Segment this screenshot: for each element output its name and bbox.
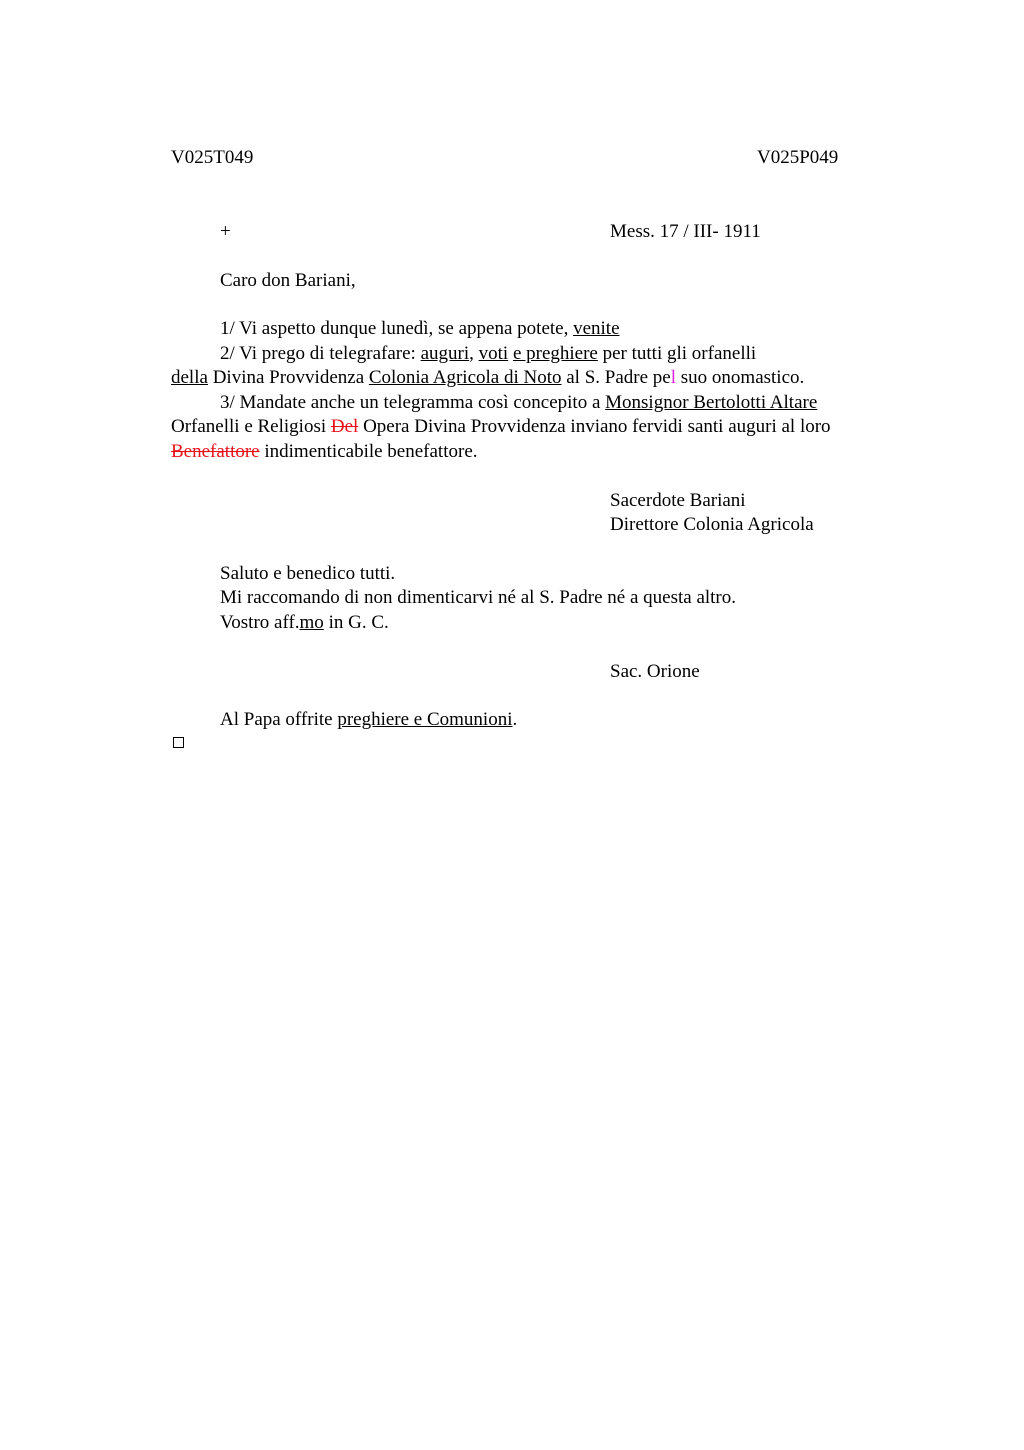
padre-text-pre: al S. Padre pe — [561, 367, 671, 388]
item-3-line-2 — [171, 415, 831, 439]
postscript-lead: Al Papa offrite — [220, 709, 338, 730]
e-preghiere-underlined: e preghiere — [512, 343, 598, 364]
item-1 — [220, 317, 620, 341]
item-3-line-2-b: Opera Divina Provvidenza inviano fervidi santi auguri al loro — [358, 416, 831, 437]
telegram-signer-title: Direttore Colonia Agricola — [610, 514, 814, 535]
item-2-lead: 2/ Vi prego di telegrafare: — [220, 343, 421, 364]
telegram-signer-name: Sacerdote Bariani — [610, 490, 746, 511]
closing-mo-underlined: mo — [299, 612, 324, 633]
item-3-lead: 3/ Mandate anche un telegramma così concepito a — [220, 392, 606, 413]
item-1-text: 1/ Vi aspetto dunque lunedì, se appena potete, — [220, 318, 574, 339]
closing-line-2: Mi raccomando di non dimenticarvi né al S. Padre né a questa altro. — [220, 587, 737, 608]
divina-provvidenza-text: Divina Provvidenza — [207, 367, 369, 388]
closing-line-1: Saluto e benedico tutti. — [220, 563, 396, 584]
item-3-line-3-b: indimenticabile benefattore. — [259, 441, 478, 462]
padre-text-post: suo onomastico. — [676, 367, 805, 388]
auguri-underlined: auguri — [420, 343, 470, 364]
del-struck-through: Del — [330, 416, 359, 437]
item-2-line-2 — [171, 366, 804, 390]
letter-date: Mess. 17 / III- 1911 — [610, 221, 761, 242]
postscript-end: . — [512, 709, 518, 730]
closing-line-3 — [220, 611, 389, 635]
item-2-rest: per tutti gli orfanelli — [597, 343, 757, 364]
monsignor-underlined: Monsignor Bertolotti Altare — [605, 392, 818, 413]
benefattore-struck-through: Benefattore — [171, 441, 260, 462]
postscript-underlined: preghiere e Comunioni — [337, 709, 513, 730]
colonia-agricola-underlined: Colonia Agricola di Noto — [368, 367, 562, 388]
voti-underlined: voti — [478, 343, 509, 364]
left-archive-code: V025T049 — [171, 147, 254, 168]
item-2-comma: , — [469, 343, 479, 364]
item-2-line-1 — [220, 342, 756, 366]
right-archive-code: V025P049 — [757, 147, 839, 168]
salutation: Caro don Bariani, — [220, 270, 356, 291]
closing-in-gc: in G. C. — [323, 612, 389, 633]
end-marker-square-icon — [173, 737, 184, 748]
item-3-line-2-a: Orfanelli e Religiosi — [171, 416, 331, 437]
della-underlined: della — [171, 367, 208, 388]
venite-underlined: venite — [573, 318, 620, 339]
postscript — [220, 708, 517, 732]
closing-aff: Vostro aff. — [220, 612, 300, 633]
item-3-line-1 — [220, 391, 817, 415]
item-3-line-3 — [171, 440, 478, 464]
inserted-letter-l: l — [670, 367, 677, 388]
signature: Sac. Orione — [610, 661, 700, 682]
cross-symbol: + — [220, 221, 231, 242]
